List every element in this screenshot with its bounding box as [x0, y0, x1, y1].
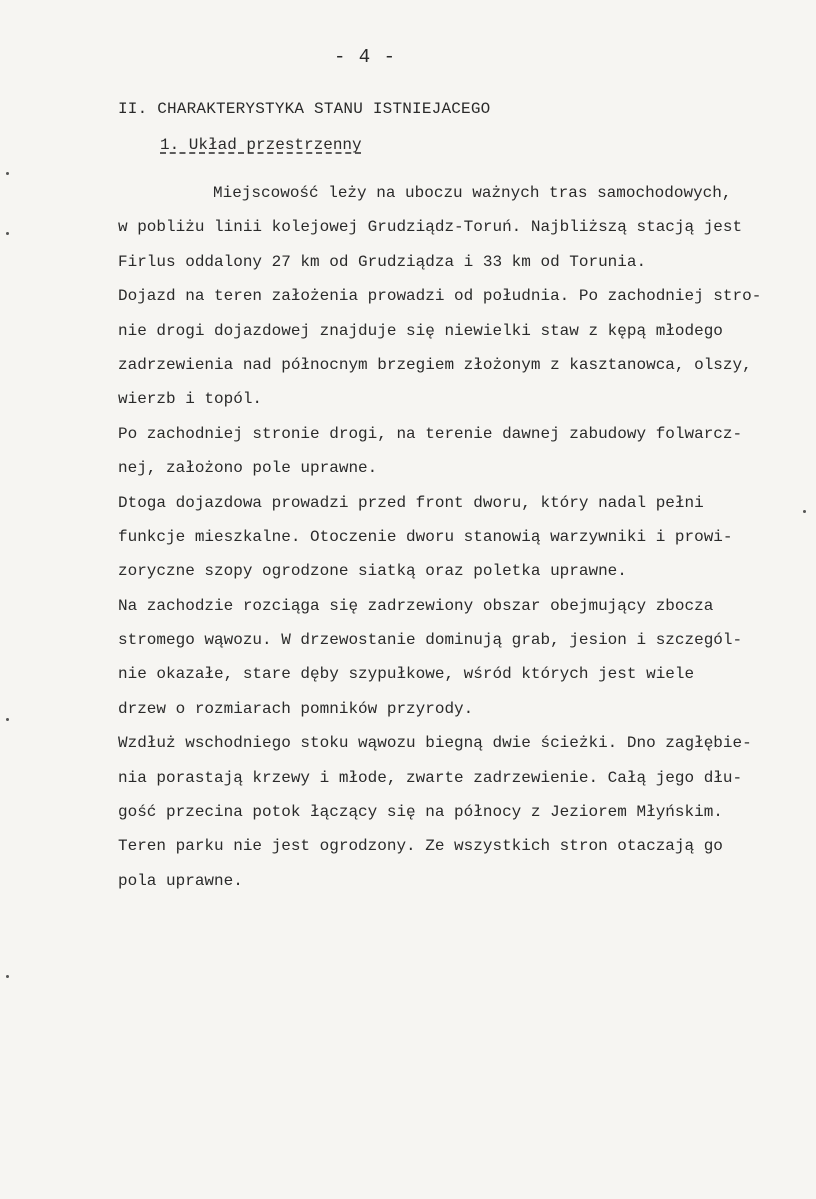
text-line: nie drogi dojazdowej znajduje się niewielki staw z kępą młodego: [118, 321, 723, 340]
body-text: [118, 176, 808, 898]
text-line: Firlus oddalony 27 km od Grudziądza i 33 km od Torunia.: [118, 252, 647, 271]
text-line: nia porastają krzewy i młode, zwarte zadrzewienie. Całą jego dłu-: [118, 768, 743, 787]
text-line: Po zachodniej stronie drogi, na terenie dawnej zabudowy folwarcz-: [118, 424, 743, 443]
text-line: Dojazd na teren założenia prowadzi od południa. Po zachodniej stro-: [118, 287, 762, 306]
paper-speck: [6, 232, 9, 235]
text-line: nie okazałe, stare dęby szypułkowe, wśród których jest wiele: [118, 665, 695, 684]
text-line: wierzb i topól.: [118, 390, 263, 409]
section-heading: 1. Układ przestrzenny: [160, 136, 362, 154]
text-line: Na zachodzie rozciąga się zadrzewiony obszar obejmujący zbocza: [118, 596, 714, 615]
chapter-heading: II. CHARAKTERYSTYKA STANU ISTNIEJACEGO: [118, 100, 491, 118]
page-number: - 4 -: [333, 46, 396, 68]
text-line: Dtoga dojazdowa prowadzi przed front dworu, który nadal pełni: [118, 493, 704, 512]
text-line: pola uprawne.: [118, 871, 243, 890]
paper-speck: [6, 718, 9, 721]
paper-speck: [6, 975, 9, 978]
text-line: zoryczne szopy ogrodzone siatką oraz poletka uprawne.: [118, 562, 627, 581]
text-line: Miejscowość leży na uboczu ważnych tras samochodowych,: [213, 184, 732, 202]
text-line: w pobliżu linii kolejowej Grudziądz-Toruń. Najbliższą stacją jest: [118, 218, 743, 237]
text-line: funkcje mieszkalne. Otoczenie dworu stanowią warzywniki i prowi-: [118, 527, 733, 546]
text-line: drzew o rozmiarach pomników przyrody.: [118, 699, 474, 718]
text-line: Wzdłuż wschodniego stoku wąwozu biegną dwie ścieżki. Dno zagłębie-: [118, 734, 752, 753]
text-line: nej, założono pole uprawne.: [118, 459, 378, 478]
paper-speck: [803, 510, 806, 513]
text-line: stromego wąwozu. W drzewostanie dominują grab, jesion i szczegól-: [118, 631, 743, 650]
text-line: Teren parku nie jest ogrodzony. Ze wszystkich stron otaczają go: [118, 837, 723, 856]
paper-speck: [6, 172, 9, 175]
text-line: gość przecina potok łączący się na północy z Jeziorem Młyńskim.: [118, 803, 723, 822]
text-line: zadrzewienia nad północnym brzegiem złożonym z kasztanowca, olszy,: [118, 355, 752, 374]
